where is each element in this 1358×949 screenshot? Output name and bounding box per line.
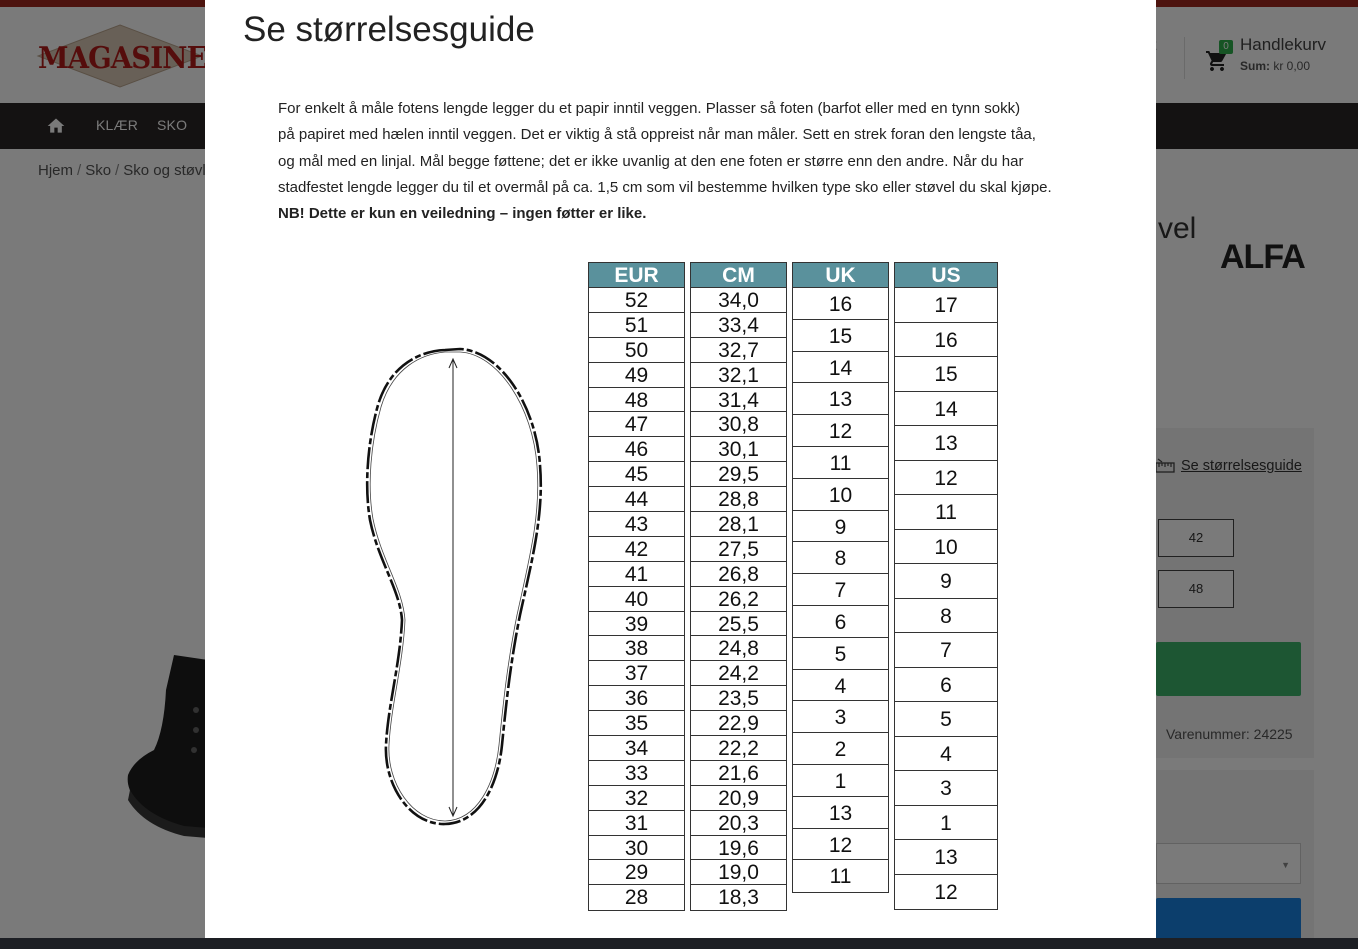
size-table-header: EUR xyxy=(589,263,684,288)
size-cell-cm: 30,8 xyxy=(691,412,786,437)
size-cell-eur: 36 xyxy=(589,686,684,711)
size-cell-cm: 30,1 xyxy=(691,437,786,462)
size-cell-cm: 19,6 xyxy=(691,836,786,861)
size-cell-eur: 42 xyxy=(589,537,684,562)
size-cell-us: 12 xyxy=(934,880,958,904)
size-cell-uk: 14 xyxy=(793,352,888,384)
size-cell-eur: 31 xyxy=(589,811,684,836)
size-cell-uk: 13 xyxy=(793,383,888,415)
size-cell-eur: 47 xyxy=(589,412,684,437)
size-cell-us: 9 xyxy=(895,564,997,599)
size-cell-us: 12 xyxy=(895,461,997,496)
size-cell-cm: 26,2 xyxy=(691,587,786,612)
instruction-line: og mål med en linjal. Mål begge føttene; det er ikke uvanlig at den ene foten er større enn den andre. Når du har xyxy=(278,152,1024,170)
size-cell-us: 16 xyxy=(895,323,997,358)
eur-cells xyxy=(589,288,684,910)
size-cell-uk: 1 xyxy=(793,765,888,797)
size-cell-uk: 8 xyxy=(793,542,888,574)
size-cell-us: 11 xyxy=(895,495,997,530)
instruction-line: stadfestet lengde legger du til et overmål på ca. 1,5 cm som vil bestemme hvilken type sko eller støvel du skal kjøpe. xyxy=(278,178,1052,196)
size-cell-eur: 52 xyxy=(589,288,684,313)
size-cell-eur: 28 xyxy=(624,886,649,910)
size-cell-uk: 9 xyxy=(793,511,888,543)
size-table-eur xyxy=(588,262,685,911)
size-cell-us: 13 xyxy=(895,426,997,461)
size-cell-eur: 38 xyxy=(589,636,684,661)
size-cell-us: 7 xyxy=(895,633,997,668)
size-cell-us: 10 xyxy=(895,530,997,565)
size-cell-cm: 22,9 xyxy=(691,711,786,736)
size-cell-cm: 19,0 xyxy=(691,860,786,885)
size-cell-uk: 3 xyxy=(793,701,888,733)
size-cell-eur: 49 xyxy=(589,363,684,388)
size-table-header: UK xyxy=(793,263,888,288)
size-cell-cm: 33,4 xyxy=(691,313,786,338)
size-cell-uk: 11 xyxy=(829,865,852,889)
size-cell-uk: 4 xyxy=(793,670,888,702)
size-cell-cm: 18,3 xyxy=(718,886,759,910)
size-guide-modal xyxy=(205,0,1156,938)
size-cell-cm: 20,3 xyxy=(691,811,786,836)
size-cell-uk: 12 xyxy=(793,829,888,861)
size-cell-cm: 32,1 xyxy=(691,363,786,388)
size-cell-us: 4 xyxy=(895,737,997,772)
size-cell-eur: 35 xyxy=(589,711,684,736)
size-cell-uk: 7 xyxy=(793,574,888,606)
modal-instructions xyxy=(278,96,1118,227)
size-cell-cm: 28,1 xyxy=(691,512,786,537)
size-cell-eur: 40 xyxy=(589,587,684,612)
size-cell-eur: 32 xyxy=(589,786,684,811)
size-cell-cm: 23,5 xyxy=(691,686,786,711)
size-cell-uk: 15 xyxy=(793,320,888,352)
size-cell-eur: 34 xyxy=(589,736,684,761)
foot-outline-illustration xyxy=(360,345,550,830)
size-cell-uk: 12 xyxy=(793,415,888,447)
size-cell-uk: 6 xyxy=(793,606,888,638)
size-cell-cm: 20,9 xyxy=(691,786,786,811)
size-cell-uk: 16 xyxy=(793,288,888,320)
modal-title: Se størrelsesguide xyxy=(243,10,535,49)
size-cell-eur: 30 xyxy=(589,836,684,861)
size-cell-eur: 48 xyxy=(589,388,684,413)
size-cell-uk: 11 xyxy=(793,447,888,479)
size-cell-us: 14 xyxy=(895,392,997,427)
cm-cells xyxy=(691,288,786,910)
size-cell-us: 17 xyxy=(895,288,997,323)
size-table-uk xyxy=(792,262,889,893)
size-cell-uk: 5 xyxy=(793,638,888,670)
us-cells xyxy=(895,288,997,909)
size-cell-uk: 2 xyxy=(793,733,888,765)
size-cell-cm: 26,8 xyxy=(691,562,786,587)
size-cell-eur: 44 xyxy=(589,487,684,512)
size-cell-us: 5 xyxy=(895,702,997,737)
size-cell-cm: 24,8 xyxy=(691,636,786,661)
size-cell-eur: 45 xyxy=(589,462,684,487)
size-cell-uk: 10 xyxy=(793,479,888,511)
size-cell-eur: 50 xyxy=(589,338,684,363)
size-cell-eur: 41 xyxy=(589,562,684,587)
size-table-header: CM xyxy=(691,263,786,288)
size-table-header: US xyxy=(895,263,997,288)
size-cell-cm: 22,2 xyxy=(691,736,786,761)
size-cell-us: 1 xyxy=(895,806,997,841)
size-cell-uk: 13 xyxy=(793,797,888,829)
size-cell-cm: 27,5 xyxy=(691,537,786,562)
size-table-cm xyxy=(690,262,787,911)
size-cell-cm: 28,8 xyxy=(691,487,786,512)
size-table-us xyxy=(894,262,998,910)
instruction-line: For enkelt å måle fotens lengde legger du et papir inntil veggen. Plasser så foten (barfot eller med en tynn sokk) xyxy=(278,100,1021,117)
size-cell-us: 3 xyxy=(895,771,997,806)
size-cell-cm: 29,5 xyxy=(691,462,786,487)
disclaimer-note: NB! Dette er kun en veiledning – ingen føtter er like. xyxy=(278,205,647,223)
size-cell-eur: 37 xyxy=(589,661,684,686)
size-cell-eur: 33 xyxy=(589,761,684,786)
size-cell-cm: 25,5 xyxy=(691,612,786,637)
uk-cells xyxy=(793,288,888,892)
size-cell-cm: 32,7 xyxy=(691,338,786,363)
size-cell-us: 6 xyxy=(895,668,997,703)
instruction-line: på papiret med hælen inntil veggen. Det er viktig å stå oppreist når man måler. Sett en strek foran den lengste tåa, xyxy=(278,126,1036,144)
size-cell-eur: 43 xyxy=(589,512,684,537)
size-cell-eur: 51 xyxy=(589,313,684,338)
size-cell-eur: 29 xyxy=(589,860,684,885)
size-cell-cm: 21,6 xyxy=(691,761,786,786)
size-cell-cm: 24,2 xyxy=(691,661,786,686)
size-cell-cm: 34,0 xyxy=(691,288,786,313)
size-cell-eur: 39 xyxy=(589,612,684,637)
size-cell-cm: 31,4 xyxy=(691,388,786,413)
size-cell-us: 15 xyxy=(895,357,997,392)
size-cell-us: 8 xyxy=(895,599,997,634)
os-taskbar xyxy=(0,938,1358,949)
size-cell-eur: 46 xyxy=(589,437,684,462)
size-cell-us: 13 xyxy=(895,840,997,875)
